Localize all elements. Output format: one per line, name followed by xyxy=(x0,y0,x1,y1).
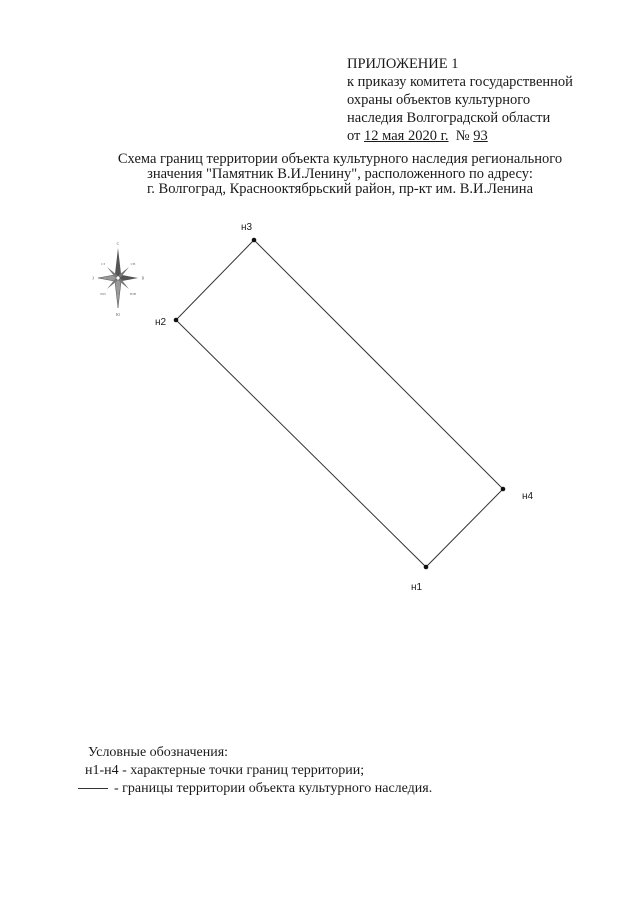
boundary-line-sample-icon xyxy=(78,788,108,789)
territory-boundary xyxy=(176,240,503,567)
scheme-title-line-2: значения "Памятник В.И.Ленину", расположенного по адресу: xyxy=(147,166,533,182)
scheme-title-line-1: Схема границ территории объекта культурного наследия регионального xyxy=(117,151,563,167)
boundary-point-n1 xyxy=(424,565,429,570)
compass-nw: СЗ xyxy=(100,262,106,266)
compass-e: В xyxy=(141,275,145,281)
compass-rose-icon xyxy=(92,241,145,317)
point-label-n2: н2 xyxy=(155,317,167,328)
order-number: 93 xyxy=(473,128,488,144)
scheme-title-line-3: г. Волгоград, Краснооктябрьский район, пр-кт им. В.И.Ленина xyxy=(146,181,534,197)
boundary-point-n4 xyxy=(501,487,506,492)
appendix-title: ПРИЛОЖЕНИЕ 1 xyxy=(347,56,459,72)
committee-line: охраны объектов культурного xyxy=(347,92,531,108)
boundary-point-n3 xyxy=(252,238,257,243)
legend-item-points xyxy=(85,762,432,780)
order-date: 12 мая 2020 г. xyxy=(364,128,449,144)
compass-n: С xyxy=(116,241,120,246)
compass-w: З xyxy=(91,275,95,281)
order-reference-line: к приказу комитета государственной xyxy=(347,74,573,90)
legend-item-boundary xyxy=(78,780,432,798)
legend-heading: Условные обозначения: xyxy=(88,745,229,760)
date-prefix: от xyxy=(347,128,361,144)
point-label-n3: н3 xyxy=(241,222,253,233)
compass-s: Ю xyxy=(115,312,121,317)
legend xyxy=(85,744,433,798)
point-label-n4: н4 xyxy=(522,491,534,502)
legend-item-points-text: н1-н4 - характерные точки границ территории; xyxy=(85,763,365,778)
legend-item-boundary-text: - границы территории объекта культурного наследия. xyxy=(114,781,433,796)
compass-sw: ЮЗ xyxy=(100,292,106,296)
compass-se: ЮВ xyxy=(130,292,136,296)
point-label-n1: н1 xyxy=(411,582,423,593)
boundary-point-n2 xyxy=(174,318,179,323)
number-prefix: № xyxy=(455,128,470,144)
compass-ne: СВ xyxy=(130,262,136,266)
region-line: наследия Волгоградской области xyxy=(347,110,551,126)
